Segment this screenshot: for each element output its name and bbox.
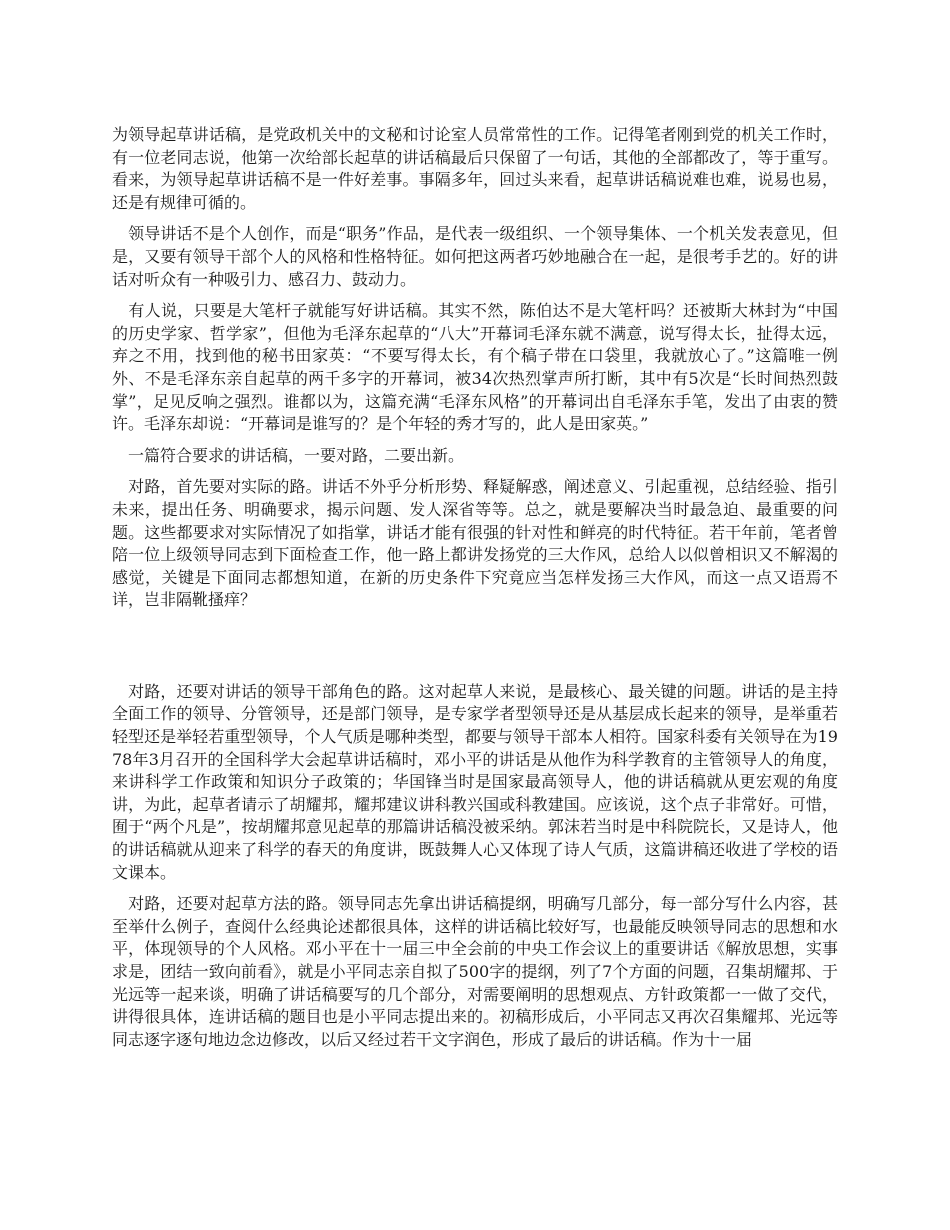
document-body bbox=[112, 124, 838, 1051]
paragraph-spacer bbox=[112, 214, 838, 223]
paragraph-spacer bbox=[112, 291, 838, 300]
paragraph-leader-role: 对路，还要对讲话的领导干部角色的路。这对起草人来说，是最核心、最关键的问题。讲话的是主持全面工作的领导、分管领导，还是部门领导，是专家学者型领导还是从基层成长起来的领导，是举重若轻型还是举轻若重型领导，个人气质是哪种类型，都要与领导干部本人相符。国家科委有关领导在为1978年3月召开的全国科学大会起草讲话稿时，邓小平的讲话是从他作为科学教育的主管领导人的角度，来讲科学工作政策和知识分子政策的；华国锋当时是国家最高领导人，他的讲话稿就从更宏观的角度讲，为此，起草者请示了胡耀邦，耀邦建议讲科教兴国或科教建国。应该说，这个点子非常好。可惜，囿于“两个凡是”，按胡耀邦意见起草的那篇讲话稿没被采纳。郭沫若当时是中科院院长，又是诗人，他的讲话稿就从迎来了科学的春天的角度讲，既鼓舞人心又体现了诗人气质，这篇讲稿还收进了学校的语文课本。 bbox=[112, 681, 838, 882]
paragraph-spacer bbox=[112, 884, 838, 893]
paragraph-drafting-method: 对路，还要对起草方法的路。领导同志先拿出讲话稿提纲，明确写几部分，每一部分写什么内容，甚至举什么例子，查阅什么经典论述都很具体，这样的讲话稿比较好写，也最能反映领导同志的思想和水平，体现领导的个人风格。邓小平在十一届三中全会前的中央工作会议上的重要讲话《解放思想，实事求是，团结一致向前看》，就是小平同志亲自拟了500字的提纲，列了7个方面的问题，召集胡耀邦、于光远等一起来谈，明确了讲话稿要写的几个部分，对需要阐明的思想观点、方针政策都一一做了交代，讲得很具体，连讲话稿的题目也是小平同志提出来的。初稿形成后，小平同志又再次召集耀邦、光远等同志逐字逐句地边念边修改，以后又经过若干文字润色，形成了最后的讲话稿。作为十一届 bbox=[112, 894, 838, 1049]
paragraph-chen-boda-example: 有人说，只要是大笔杆子就能写好讲话稿。其实不然，陈伯达不是大笔杆吗？还被斯大林封为“中国的历史学家、哲学家”，但他为毛泽东起草的“八大”开幕词毛泽东就不满意，说写得太长，扯得太远，弃之不用，找到他的秘书田家英：“不要写得太长，有个稿子带在口袋里，我就放心了。”这篇唯一例外、不是毛泽东亲自起草的两千多字的开幕词，被34次热烈掌声所打断，其中有5次是“长时间热烈鼓掌”，足见反响之强烈。谁都以为，这篇充满“毛泽东风格”的开幕词出自毛泽东手笔，发出了由衷的赞许。毛泽东却说：“开幕词是谁写的？是个年轻的秀才写的，此人是田家英。” bbox=[112, 301, 838, 434]
paragraph-spacer bbox=[112, 436, 838, 445]
section-spacer bbox=[112, 612, 838, 681]
paragraph-speech-nature: 领导讲话不是个人创作，而是“职务”作品，是代表一级组织、一个领导集体、一个机关发表意见，但是，又要有领导干部个人的风格和性格特征。如何把这两者巧妙地融合在一起，是很考手艺的。好的讲话对听众有一种吸引力、感召力、鼓动力。 bbox=[112, 224, 838, 289]
paragraph-practical-path: 对路，首先要对实际的路。讲话不外乎分析形势、释疑解惑，阐述意义、引起重视，总结经验、指引未来，提出任务、明确要求，揭示问题、发人深省等等。总之，就是要解决当时最急迫、最重要的问题。这些都要求对实际情况了如指掌，讲话才能有很强的针对性和鲜亮的时代特征。若干年前，笔者曾陪一位上级领导同志到下面检查工作，他一路上都讲发扬党的三大作风，总给人以似曾相识又不解渴的感觉，关键是下面同志都想知道，在新的历史条件下究竟应当怎样发扬三大作风，而这一点又语焉不详，岂非隔靴搔痒？ bbox=[112, 477, 838, 610]
paragraph-requirements: 一篇符合要求的讲话稿，一要对路，二要出新。 bbox=[112, 445, 465, 465]
paragraph-spacer bbox=[112, 467, 838, 476]
paragraph-intro: 为领导起草讲话稿，是党政机关中的文秘和讨论室人员常常性的工作。记得笔者刚到党的机关工作时，有一位老同志说，他第一次给部长起草的讲话稿最后只保留了一句话，其他的全部都改了，等于重写。看来，为领导起草讲话稿不是一件好差事。事隔多年，回过头来看，起草讲话稿说难也难，说易也易，还是有规律可循的。 bbox=[112, 125, 838, 212]
